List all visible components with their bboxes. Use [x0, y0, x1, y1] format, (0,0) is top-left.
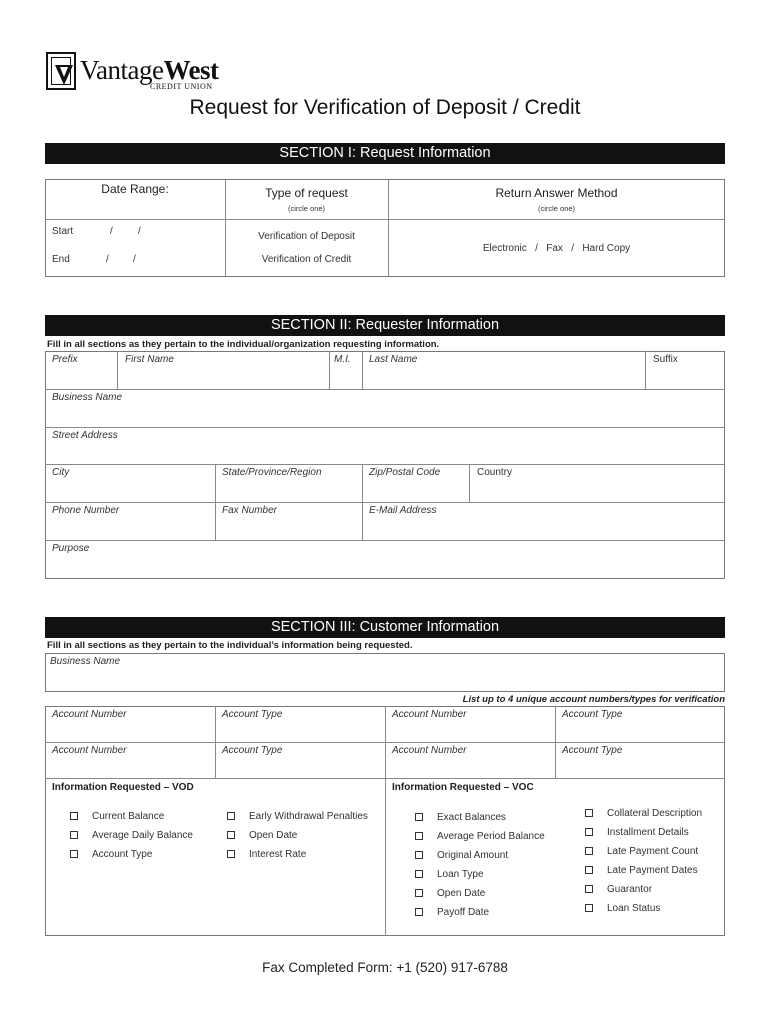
date-range-label: Date Range: [101, 182, 169, 196]
option-open-date-voc: Open Date [437, 888, 486, 899]
divider [45, 502, 725, 503]
checkbox-open-date-voc[interactable] [415, 889, 423, 897]
street-address-field[interactable]: Street Address [52, 430, 118, 441]
fax-field[interactable]: Fax Number [222, 505, 278, 516]
divider [555, 706, 556, 778]
type-circle-note: (circle one) [287, 204, 326, 213]
vod-option[interactable]: Verification of Deposit [258, 231, 355, 242]
checkbox-interest-rate[interactable] [227, 850, 235, 858]
checkbox-early-withdrawal[interactable] [227, 812, 235, 820]
section2-note: Fill in all sections as they pertain to the individual/organization requesting information. [47, 339, 440, 350]
account-type-2[interactable]: Account Type [562, 709, 623, 720]
checkbox-account-type[interactable] [70, 850, 78, 858]
customer-business-name-label: Business Name [50, 656, 121, 667]
option-collateral-description: Collateral Description [607, 808, 703, 819]
checkbox-collateral-description[interactable] [585, 809, 593, 817]
end-date-label: End [52, 254, 70, 265]
account-number-1[interactable]: Account Number [52, 709, 127, 720]
list-accounts-note: List up to 4 unique account numbers/types for verification [462, 694, 725, 705]
suffix-field[interactable]: Suffix [653, 354, 678, 365]
checkbox-average-period-balance[interactable] [415, 832, 423, 840]
state-field[interactable]: State/Province/Region [222, 467, 322, 478]
account-number-2[interactable]: Account Number [392, 709, 467, 720]
option-loan-type: Loan Type [437, 869, 484, 880]
option-open-date-vod: Open Date [249, 830, 298, 841]
start-date-label: Start [52, 226, 74, 237]
account-number-4[interactable]: Account Number [392, 745, 467, 756]
city-field[interactable]: City [52, 467, 70, 478]
prefix-field[interactable]: Prefix [52, 354, 78, 365]
checkbox-late-payment-count[interactable] [585, 847, 593, 855]
divider [469, 464, 470, 502]
date-slash: / [138, 226, 141, 237]
first-name-field[interactable]: First Name [125, 354, 174, 365]
checkbox-guarantor[interactable] [585, 885, 593, 893]
voc-header: Information Requested – VOC [392, 782, 534, 793]
section3-bar: SECTION III: Customer Information [45, 617, 725, 638]
section1-bar: SECTION I: Request Information [45, 143, 725, 164]
country-field[interactable]: Country [477, 467, 513, 478]
date-slash: / [110, 226, 113, 237]
divider [215, 706, 216, 778]
page-title: Request for Verification of Deposit / Credit [189, 96, 581, 119]
divider [362, 464, 363, 540]
option-loan-status: Loan Status [607, 903, 661, 914]
account-type-3[interactable]: Account Type [222, 745, 283, 756]
divider [45, 219, 725, 220]
option-exact-balances: Exact Balances [437, 812, 506, 823]
option-early-withdrawal: Early Withdrawal Penalties [249, 811, 368, 822]
divider [117, 351, 118, 389]
option-account-type: Account Type [92, 849, 153, 860]
date-slash: / [133, 254, 136, 265]
divider [45, 389, 725, 390]
last-name-field[interactable]: Last Name [369, 354, 418, 365]
zip-field[interactable]: Zip/Postal Code [369, 467, 441, 478]
customer-business-name-box[interactable] [45, 653, 725, 692]
divider [385, 706, 386, 936]
divider [215, 464, 216, 540]
divider [45, 540, 725, 541]
return-circle-note: (circle one) [537, 204, 576, 213]
account-type-1[interactable]: Account Type [222, 709, 283, 720]
divider [645, 351, 646, 389]
section2-bar: SECTION II: Requester Information [45, 315, 725, 336]
type-of-request-label: Type of request [265, 186, 348, 200]
option-late-payment-dates: Late Payment Dates [607, 865, 698, 876]
date-slash: / [106, 254, 109, 265]
email-field[interactable]: E-Mail Address [369, 505, 437, 516]
account-number-3[interactable]: Account Number [52, 745, 127, 756]
option-average-daily-balance: Average Daily Balance [92, 830, 193, 841]
option-current-balance: Current Balance [92, 811, 165, 822]
mi-field[interactable]: M.I. [334, 354, 351, 365]
checkbox-loan-status[interactable] [585, 904, 593, 912]
checkbox-original-amount[interactable] [415, 851, 423, 859]
option-payoff-date: Payoff Date [437, 907, 490, 918]
logo-v-icon [54, 63, 74, 87]
divider [329, 351, 330, 389]
voc-option[interactable]: Verification of Credit [261, 254, 352, 265]
checkbox-average-daily-balance[interactable] [70, 831, 78, 839]
logo-subtitle: CREDIT UNION [150, 82, 213, 91]
checkbox-exact-balances[interactable] [415, 813, 423, 821]
checkbox-installment-details[interactable] [585, 828, 593, 836]
divider [45, 464, 725, 465]
checkbox-loan-type[interactable] [415, 870, 423, 878]
checkbox-current-balance[interactable] [70, 812, 78, 820]
section3-note: Fill in all sections as they pertain to the individual’s information being requested. [47, 640, 413, 651]
option-installment-details: Installment Details [607, 827, 689, 838]
logo-wordmark: VantageWest [80, 55, 219, 85]
return-method-label: Return Answer Method [495, 186, 618, 200]
checkbox-late-payment-dates[interactable] [585, 866, 593, 874]
option-late-payment-count: Late Payment Count [607, 846, 699, 857]
section2-table [45, 351, 725, 579]
option-original-amount: Original Amount [437, 850, 509, 861]
divider [45, 427, 725, 428]
footer-fax-number: Fax Completed Form: +1 (520) 917-6788 [262, 960, 508, 975]
option-interest-rate: Interest Rate [249, 849, 307, 860]
purpose-field[interactable]: Purpose [52, 543, 90, 554]
account-type-4[interactable]: Account Type [562, 745, 623, 756]
requester-business-name-field[interactable]: Business Name [52, 392, 123, 403]
return-method-options[interactable]: Electronic / Fax / Hard Copy [482, 243, 631, 254]
vod-header: Information Requested – VOD [52, 782, 194, 793]
checkbox-payoff-date[interactable] [415, 908, 423, 916]
divider [362, 351, 363, 389]
option-average-period-balance: Average Period Balance [437, 831, 545, 842]
phone-field[interactable]: Phone Number [52, 505, 120, 516]
logo-emblem [46, 52, 76, 90]
option-guarantor: Guarantor [607, 884, 653, 895]
checkbox-open-date-vod[interactable] [227, 831, 235, 839]
